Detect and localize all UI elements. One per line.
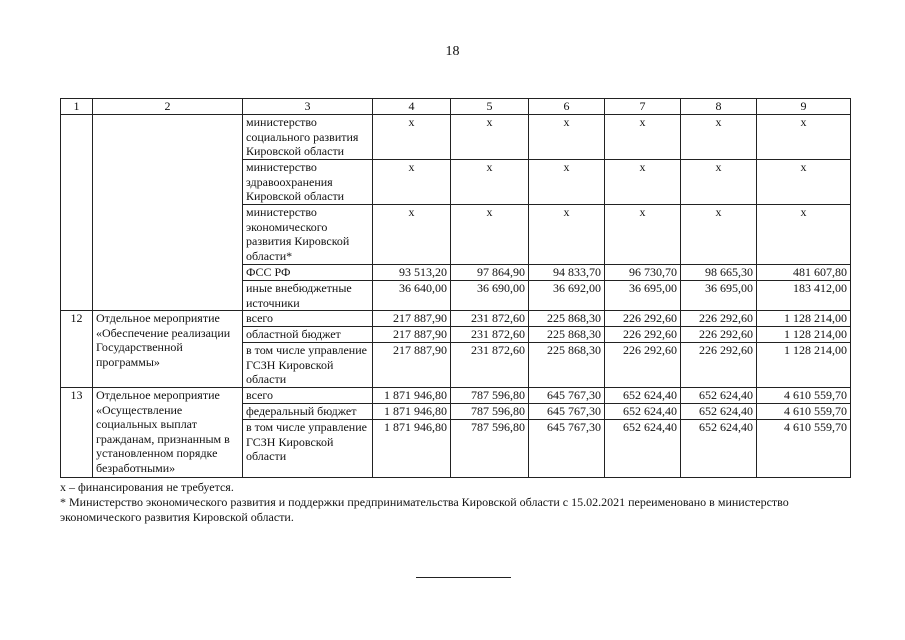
header-cell: 1 xyxy=(61,99,93,115)
value-cell: 183 412,00 xyxy=(757,281,851,311)
value-cell: 98 665,30 xyxy=(681,265,757,281)
header-cell: 5 xyxy=(451,99,529,115)
index-cell xyxy=(61,115,93,311)
source-cell: в том числе управление ГСЗН Кировской области xyxy=(243,420,373,478)
value-cell: 226 292,60 xyxy=(605,343,681,388)
value-cell: 652 624,40 xyxy=(681,388,757,404)
value-cell: 225 868,30 xyxy=(529,311,605,327)
value-cell: 652 624,40 xyxy=(605,388,681,404)
value-cell: 231 872,60 xyxy=(451,343,529,388)
value-cell: x xyxy=(373,205,451,265)
value-cell: 787 596,80 xyxy=(451,388,529,404)
index-cell: 13 xyxy=(61,388,93,478)
value-cell: 1 871 946,80 xyxy=(373,420,451,478)
source-cell: областной бюджет xyxy=(243,327,373,343)
measure-cell: Отдельное мероприятие «Обеспечение реализации Государственной программы» xyxy=(93,311,243,388)
footnote-legend: x – финансирования не требуется. xyxy=(60,480,234,494)
source-cell: всего xyxy=(243,388,373,404)
value-cell: 96 730,70 xyxy=(605,265,681,281)
value-cell: 652 624,40 xyxy=(681,420,757,478)
value-cell: x xyxy=(681,205,757,265)
value-cell: 645 767,30 xyxy=(529,388,605,404)
table-row xyxy=(61,388,851,404)
value-cell: 225 868,30 xyxy=(529,343,605,388)
value-cell: 652 624,40 xyxy=(605,420,681,478)
value-cell: 1 128 214,00 xyxy=(757,343,851,388)
value-cell: x xyxy=(757,115,851,160)
value-cell: 36 695,00 xyxy=(605,281,681,311)
table-row xyxy=(61,311,851,327)
value-cell: 94 833,70 xyxy=(529,265,605,281)
value-cell: x xyxy=(451,205,529,265)
value-cell: 1 128 214,00 xyxy=(757,311,851,327)
header-cell: 2 xyxy=(93,99,243,115)
header-cell: 3 xyxy=(243,99,373,115)
value-cell: 226 292,60 xyxy=(681,343,757,388)
source-cell: ФСС РФ xyxy=(243,265,373,281)
value-cell: 1 871 946,80 xyxy=(373,388,451,404)
source-cell: федеральный бюджет xyxy=(243,404,373,420)
value-cell: x xyxy=(681,115,757,160)
value-cell: 36 695,00 xyxy=(681,281,757,311)
value-cell: 4 610 559,70 xyxy=(757,404,851,420)
value-cell: 4 610 559,70 xyxy=(757,388,851,404)
value-cell: x xyxy=(373,115,451,160)
footnotes xyxy=(60,480,860,525)
footnote-rename-continued: экономического развития Кировской области. xyxy=(60,510,294,524)
value-cell: x xyxy=(605,205,681,265)
value-cell: 36 640,00 xyxy=(373,281,451,311)
source-cell: министерство здравоохранения Кировской области xyxy=(243,160,373,205)
value-cell: x xyxy=(451,115,529,160)
value-cell: 645 767,30 xyxy=(529,404,605,420)
value-cell: 481 607,80 xyxy=(757,265,851,281)
value-cell: 217 887,90 xyxy=(373,327,451,343)
footnote-rename: * Министерство экономического развития и поддержки предпринимательства Кировской области с 15.02.2021 переименовано в министерство xyxy=(60,495,789,509)
value-cell: 1 871 946,80 xyxy=(373,404,451,420)
value-cell: 226 292,60 xyxy=(605,327,681,343)
source-cell: министерство социального развития Кировской области xyxy=(243,115,373,160)
source-cell: иные внебюджетные источники xyxy=(243,281,373,311)
header-cell: 8 xyxy=(681,99,757,115)
value-cell: 226 292,60 xyxy=(605,311,681,327)
value-cell: x xyxy=(529,205,605,265)
value-cell: 231 872,60 xyxy=(451,311,529,327)
value-cell: 645 767,30 xyxy=(529,420,605,478)
value-cell: x xyxy=(373,160,451,205)
value-cell: x xyxy=(529,160,605,205)
value-cell: 97 864,90 xyxy=(451,265,529,281)
measure-cell: Отдельное мероприятие «Осуществление социальных выплат гражданам, признанным в установленном порядке безработными» xyxy=(93,388,243,478)
value-cell: x xyxy=(757,160,851,205)
value-cell: 652 624,40 xyxy=(605,404,681,420)
table-row xyxy=(61,115,851,160)
source-cell: министерство экономического развития Кировской области* xyxy=(243,205,373,265)
measure-cell xyxy=(93,115,243,311)
value-cell: x xyxy=(529,115,605,160)
header-cell: 7 xyxy=(605,99,681,115)
value-cell: 231 872,60 xyxy=(451,327,529,343)
separator-line xyxy=(416,577,511,578)
header-cell: 9 xyxy=(757,99,851,115)
value-cell: 217 887,90 xyxy=(373,311,451,327)
value-cell: 225 868,30 xyxy=(529,327,605,343)
value-cell: x xyxy=(451,160,529,205)
source-cell: в том числе управление ГСЗН Кировской области xyxy=(243,343,373,388)
value-cell: 787 596,80 xyxy=(451,404,529,420)
value-cell: x xyxy=(605,160,681,205)
value-cell: x xyxy=(757,205,851,265)
value-cell: 1 128 214,00 xyxy=(757,327,851,343)
value-cell: 226 292,60 xyxy=(681,327,757,343)
header-row xyxy=(61,99,851,115)
value-cell: 226 292,60 xyxy=(681,311,757,327)
value-cell: 217 887,90 xyxy=(373,343,451,388)
index-cell: 12 xyxy=(61,311,93,388)
header-cell: 6 xyxy=(529,99,605,115)
funding-table xyxy=(60,98,851,478)
value-cell: 36 690,00 xyxy=(451,281,529,311)
page-number: 18 xyxy=(445,44,460,59)
value-cell: 93 513,20 xyxy=(373,265,451,281)
value-cell: 4 610 559,70 xyxy=(757,420,851,478)
value-cell: 36 692,00 xyxy=(529,281,605,311)
source-cell: всего xyxy=(243,311,373,327)
value-cell: 787 596,80 xyxy=(451,420,529,478)
value-cell: x xyxy=(681,160,757,205)
value-cell: x xyxy=(605,115,681,160)
header-cell: 4 xyxy=(373,99,451,115)
value-cell: 652 624,40 xyxy=(681,404,757,420)
